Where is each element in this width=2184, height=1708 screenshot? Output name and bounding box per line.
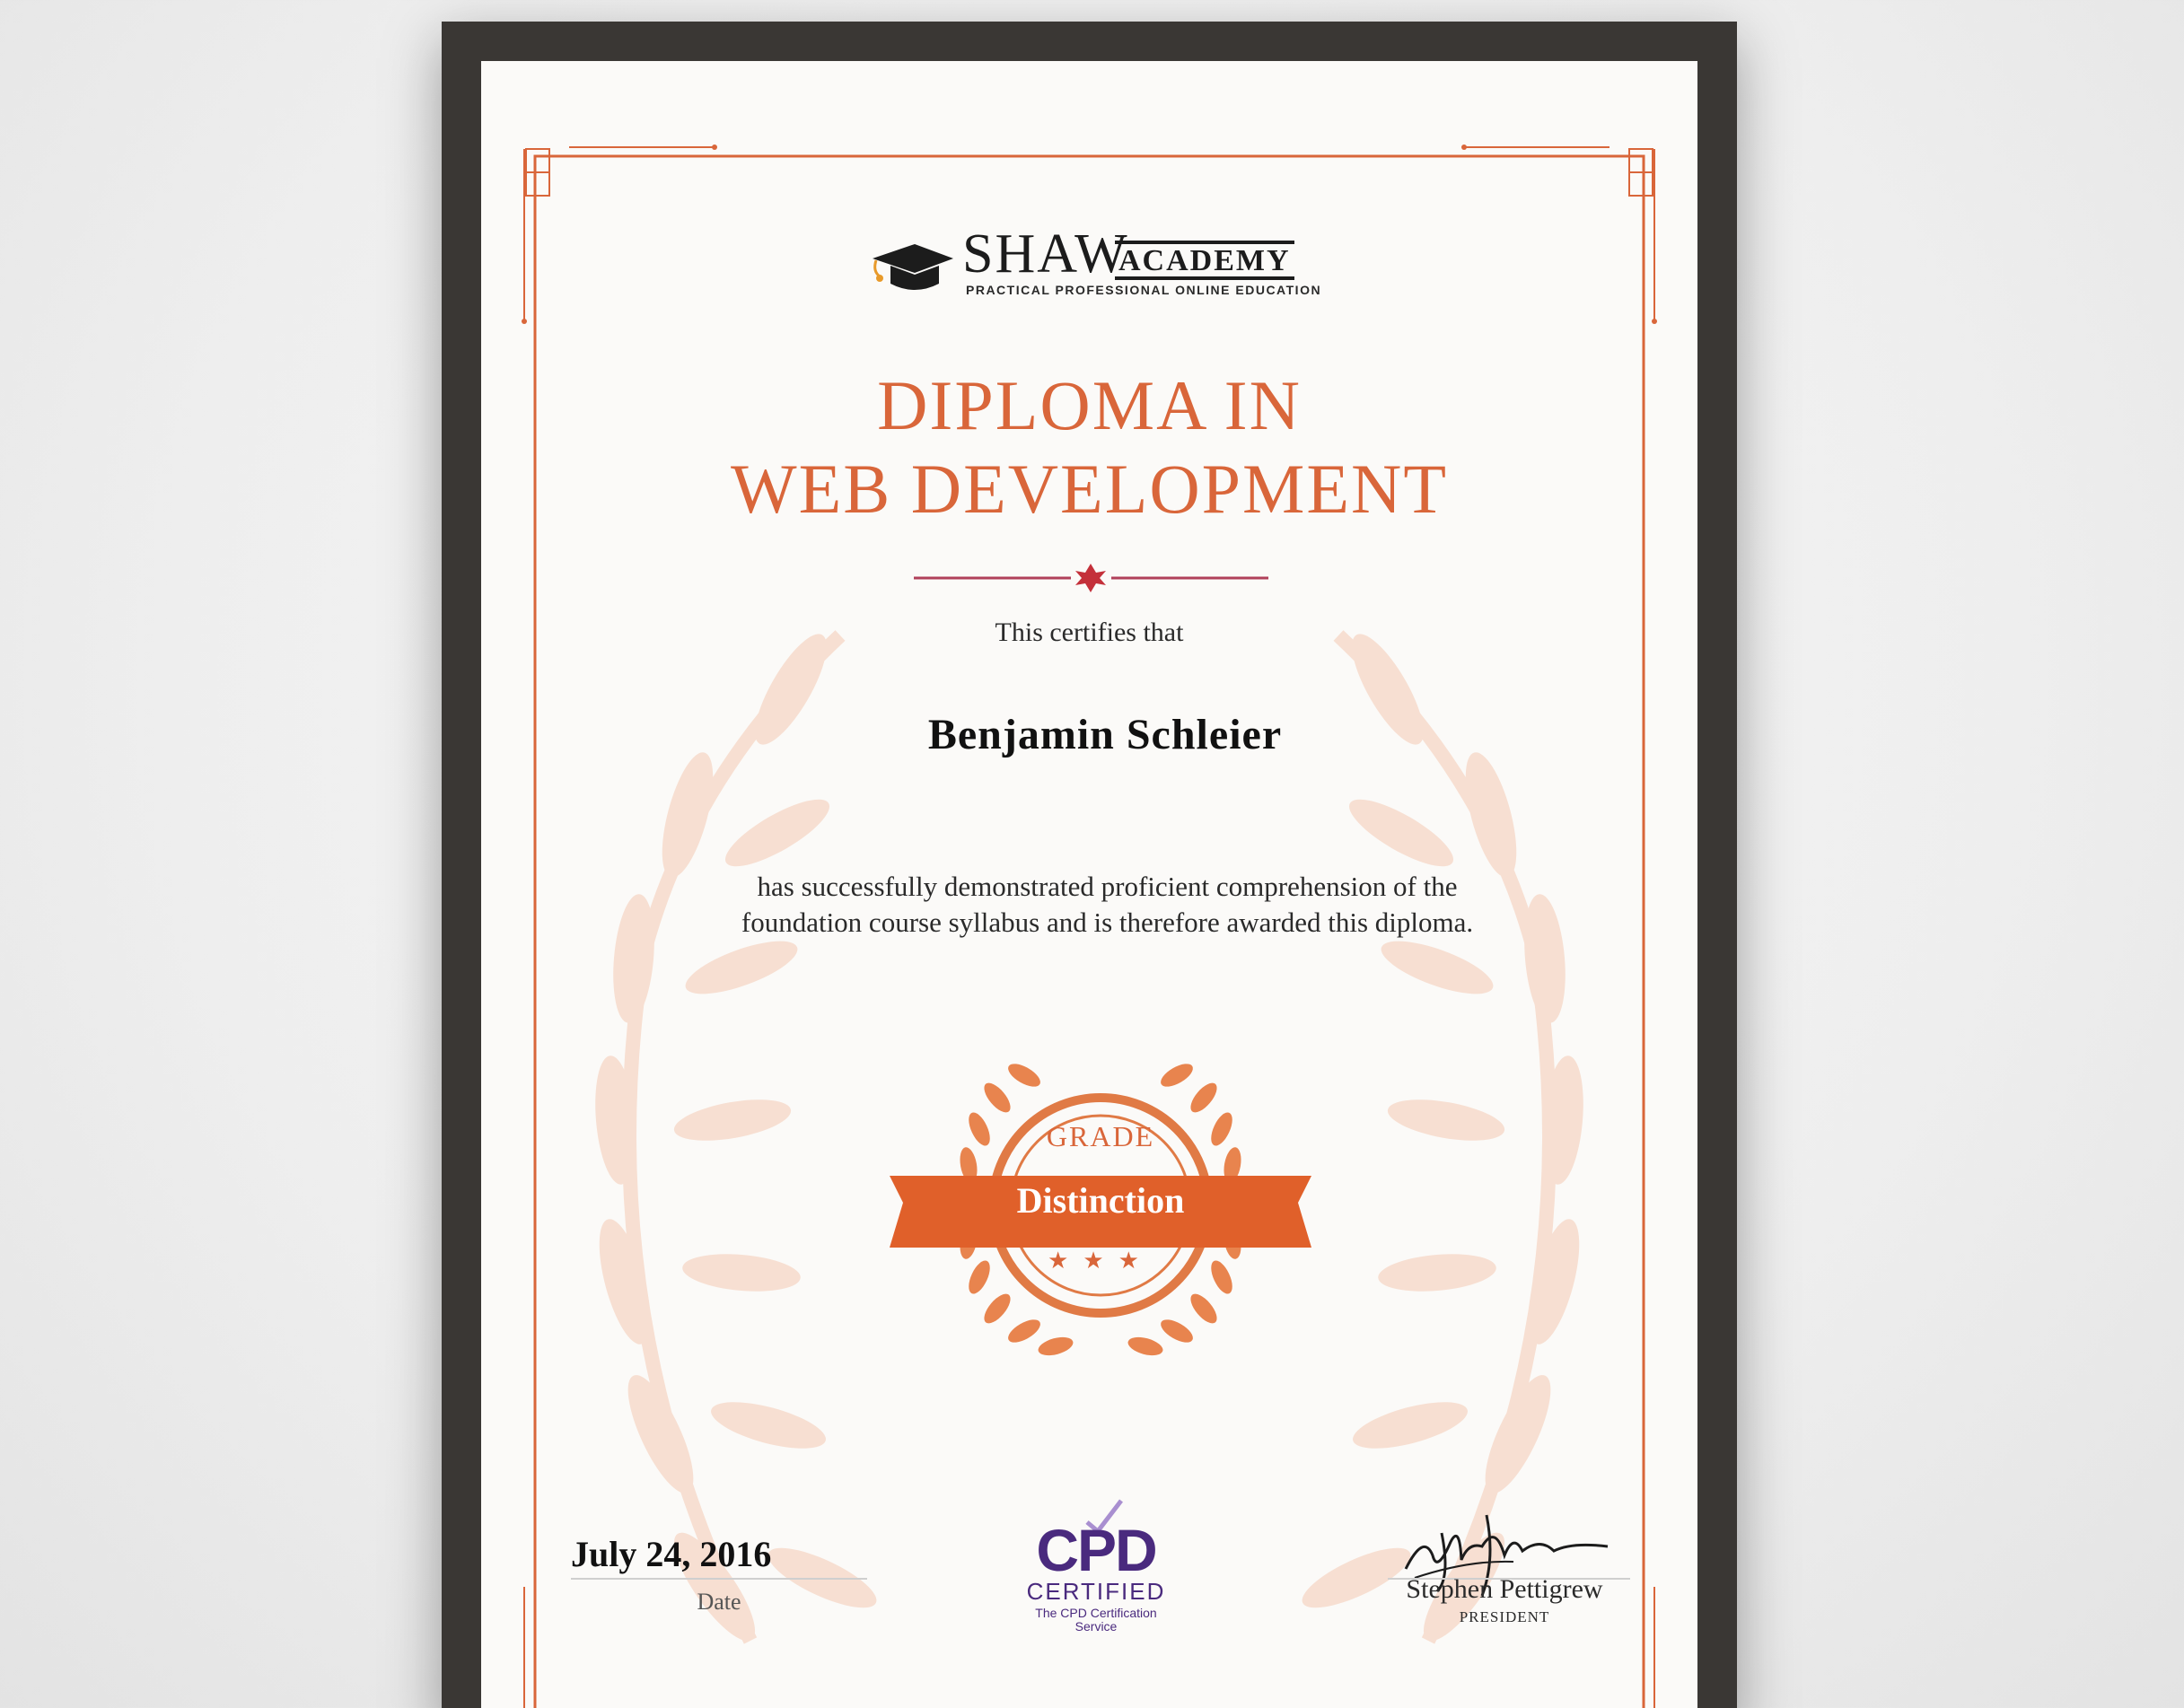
cpd-service-line2: Service: [1074, 1619, 1118, 1634]
grade-heading: GRADE: [1046, 1120, 1155, 1152]
grade-value: Distinction: [1016, 1180, 1185, 1221]
signer-name: Stephen Pettigrew: [1406, 1574, 1603, 1604]
date-label: Date: [697, 1589, 741, 1615]
ornamental-divider: [914, 560, 1268, 596]
cpd-certified-text: CERTIFIED: [1026, 1578, 1166, 1605]
grade-badge: [876, 1012, 1325, 1389]
logo-academy-text: ACADEMY: [1115, 241, 1294, 280]
cpd-service-line1: The CPD Certification: [1035, 1606, 1157, 1620]
graduation-cap-icon: [865, 232, 955, 303]
logo-shaw-text: SHAW: [962, 223, 1129, 285]
diploma-title-line2: WEB DEVELOPMENT: [730, 450, 1449, 528]
recipient-name: Benjamin Schleier: [927, 711, 1283, 758]
signer-role: PRESIDENT: [1459, 1608, 1550, 1625]
shaw-academy-logo: [865, 223, 1323, 303]
cpd-certified-mark: [1024, 1497, 1168, 1686]
award-statement-line1: has successfully demonstrated proficient comprehension of the: [757, 871, 1458, 902]
award-statement-line2: foundation course syllabus and is therefore awarded this diploma.: [741, 907, 1474, 938]
diploma-title-line1: DIPLOMA IN: [877, 366, 1302, 444]
award-statement: [643, 869, 1572, 941]
certificate-paper: [481, 61, 1697, 1708]
certifies-text: This certifies that: [995, 618, 1184, 647]
date-underline: [571, 1578, 867, 1580]
grade-stars: ★★★: [1048, 1248, 1153, 1274]
issue-date: July 24, 2016: [571, 1534, 772, 1574]
logo-tagline: PRACTICAL PROFESSIONAL ONLINE EDUCATION: [966, 283, 1322, 297]
picture-frame: [442, 22, 1737, 1708]
cpd-logo-text: CPD: [1036, 1517, 1156, 1583]
